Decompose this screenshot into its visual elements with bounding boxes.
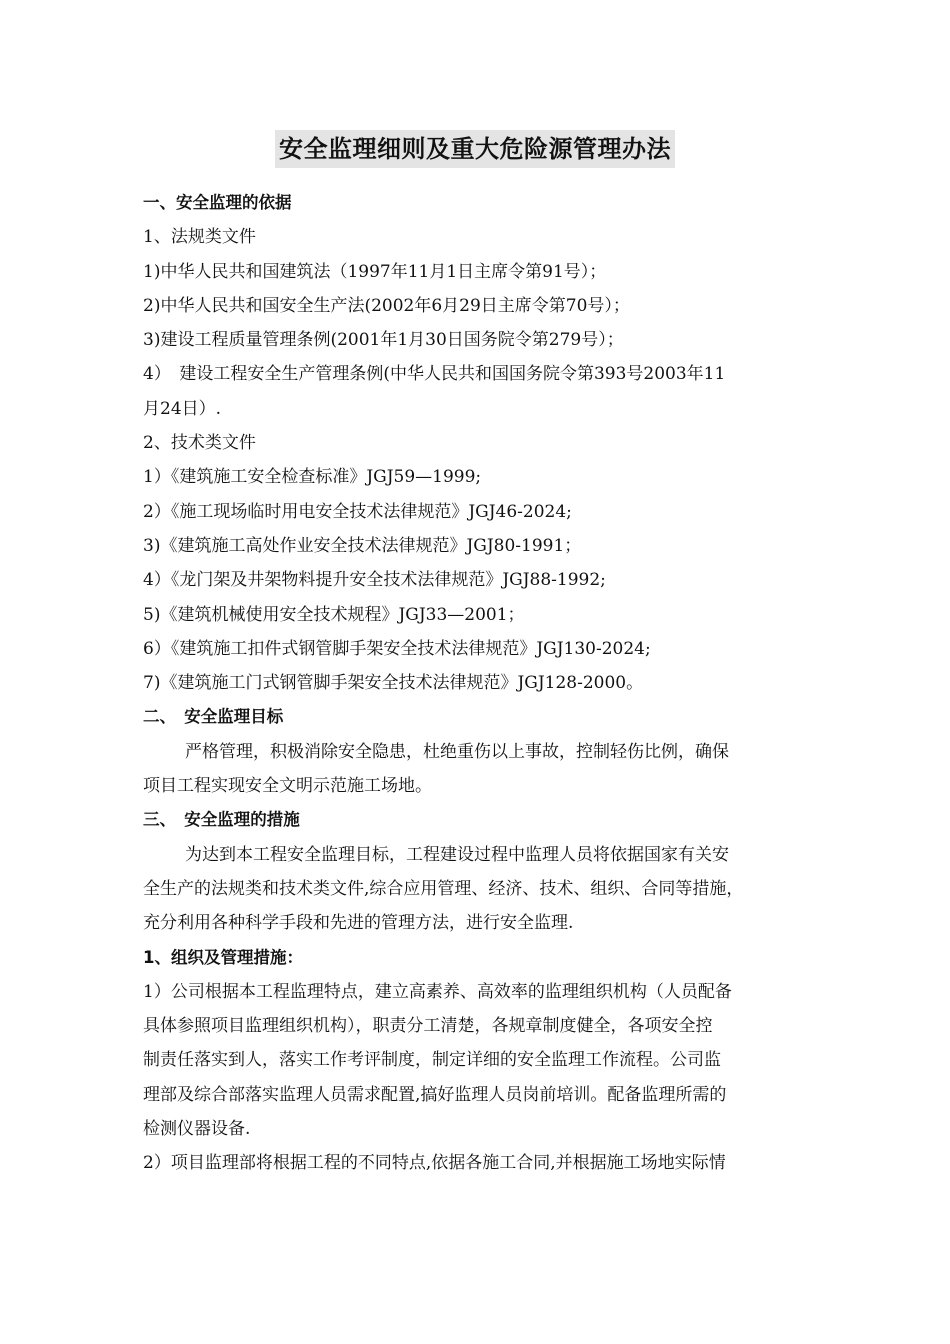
paragraph-line: 制责任落实到人，落实工作考评制度，制定详细的安全监理工作流程。公司监 <box>143 1050 721 1071</box>
paragraph-line: 1）《建筑施工安全检查标准》JGJ59—1999; <box>143 467 482 488</box>
paragraph-line: 2）《施工现场临时用电安全技术法律规范》JGJ46-2024; <box>143 501 572 522</box>
section-heading: 二、 安全监理目标 <box>143 707 284 727</box>
paragraph-line: 严格管理，积极消除安全隐患，杜绝重伤以上事故，控制轻伤比例，确保 <box>185 741 729 762</box>
title-wrap <box>0 130 950 168</box>
paragraph-line: 5)《建筑机械使用安全技术规程》JGJ33—2001； <box>143 604 525 625</box>
paragraph-line: 1)中华人民共和国建筑法（1997年11月1日主席令第91号）； <box>143 261 607 282</box>
paragraph-line: 全生产的法规类和技术类文件,综合应用管理、经济、技术、组织、合同等措施， <box>143 878 744 899</box>
section-heading: 1、组织及管理措施： <box>143 947 303 967</box>
document-body <box>143 186 823 1181</box>
paragraph-line: 3)《建筑施工高处作业安全技术法律规范》JGJ80-1991； <box>143 535 582 556</box>
paragraph-line: 4） 建设工程安全生产管理条例(中华人民共和国国务院令第393号2003年11 <box>143 364 726 385</box>
paragraph-line: 充分利用各种科学手段和先进的管理方法，进行安全监理. <box>143 913 574 934</box>
paragraph-line: 3)建设工程质量管理条例(2001年1月30日国务院令第279号）； <box>143 330 624 351</box>
paragraph-line: 4）《龙门架及井架物料提升安全技术法律规范》JGJ88-1992; <box>143 570 606 591</box>
paragraph-line: 2)中华人民共和国安全生产法(2002年6月29日主席令第70号）； <box>143 295 630 316</box>
paragraph-line: 1）公司根据本工程监理特点，建立高素养、高效率的监理组织机构（人员配备 <box>143 981 732 1002</box>
paragraph-line: 具体参照项目监理组织机构），职责分工清楚，各规章制度健全，各项安全控 <box>143 1016 713 1037</box>
paragraph-line: 项目工程实现安全文明示范施工场地。 <box>143 776 432 797</box>
paragraph-line: 6）《建筑施工扣件式钢管脚手架安全技术法律规范》JGJ130-2024; <box>143 638 651 659</box>
section-heading: 三、 安全监理的措施 <box>143 810 300 830</box>
paragraph-line: 1、法规类文件 <box>143 227 256 248</box>
paragraph-line: 为达到本工程安全监理目标，工程建设过程中监理人员将依据国家有关安 <box>185 844 729 865</box>
document-title: 安全监理细则及重大危险源管理办法 <box>275 130 675 168</box>
paragraph-line: 2）项目监理部将根据工程的不同特点,依据各施工合同,并根据施工场地实际情 <box>143 1153 726 1174</box>
paragraph-line: 检测仪器设备. <box>143 1119 251 1140</box>
paragraph-line: 2、技术类文件 <box>143 433 256 454</box>
paragraph-line: 7)《建筑施工门式钢管脚手架安全技术法律规范》JGJ128-2000。 <box>143 673 644 694</box>
section-heading: 一、安全监理的依据 <box>143 193 292 212</box>
paragraph-line: 理部及综合部落实监理人员需求配置,搞好监理人员岗前培训。配备监理所需的 <box>143 1084 727 1105</box>
paragraph-line: 月24日）. <box>143 398 222 419</box>
